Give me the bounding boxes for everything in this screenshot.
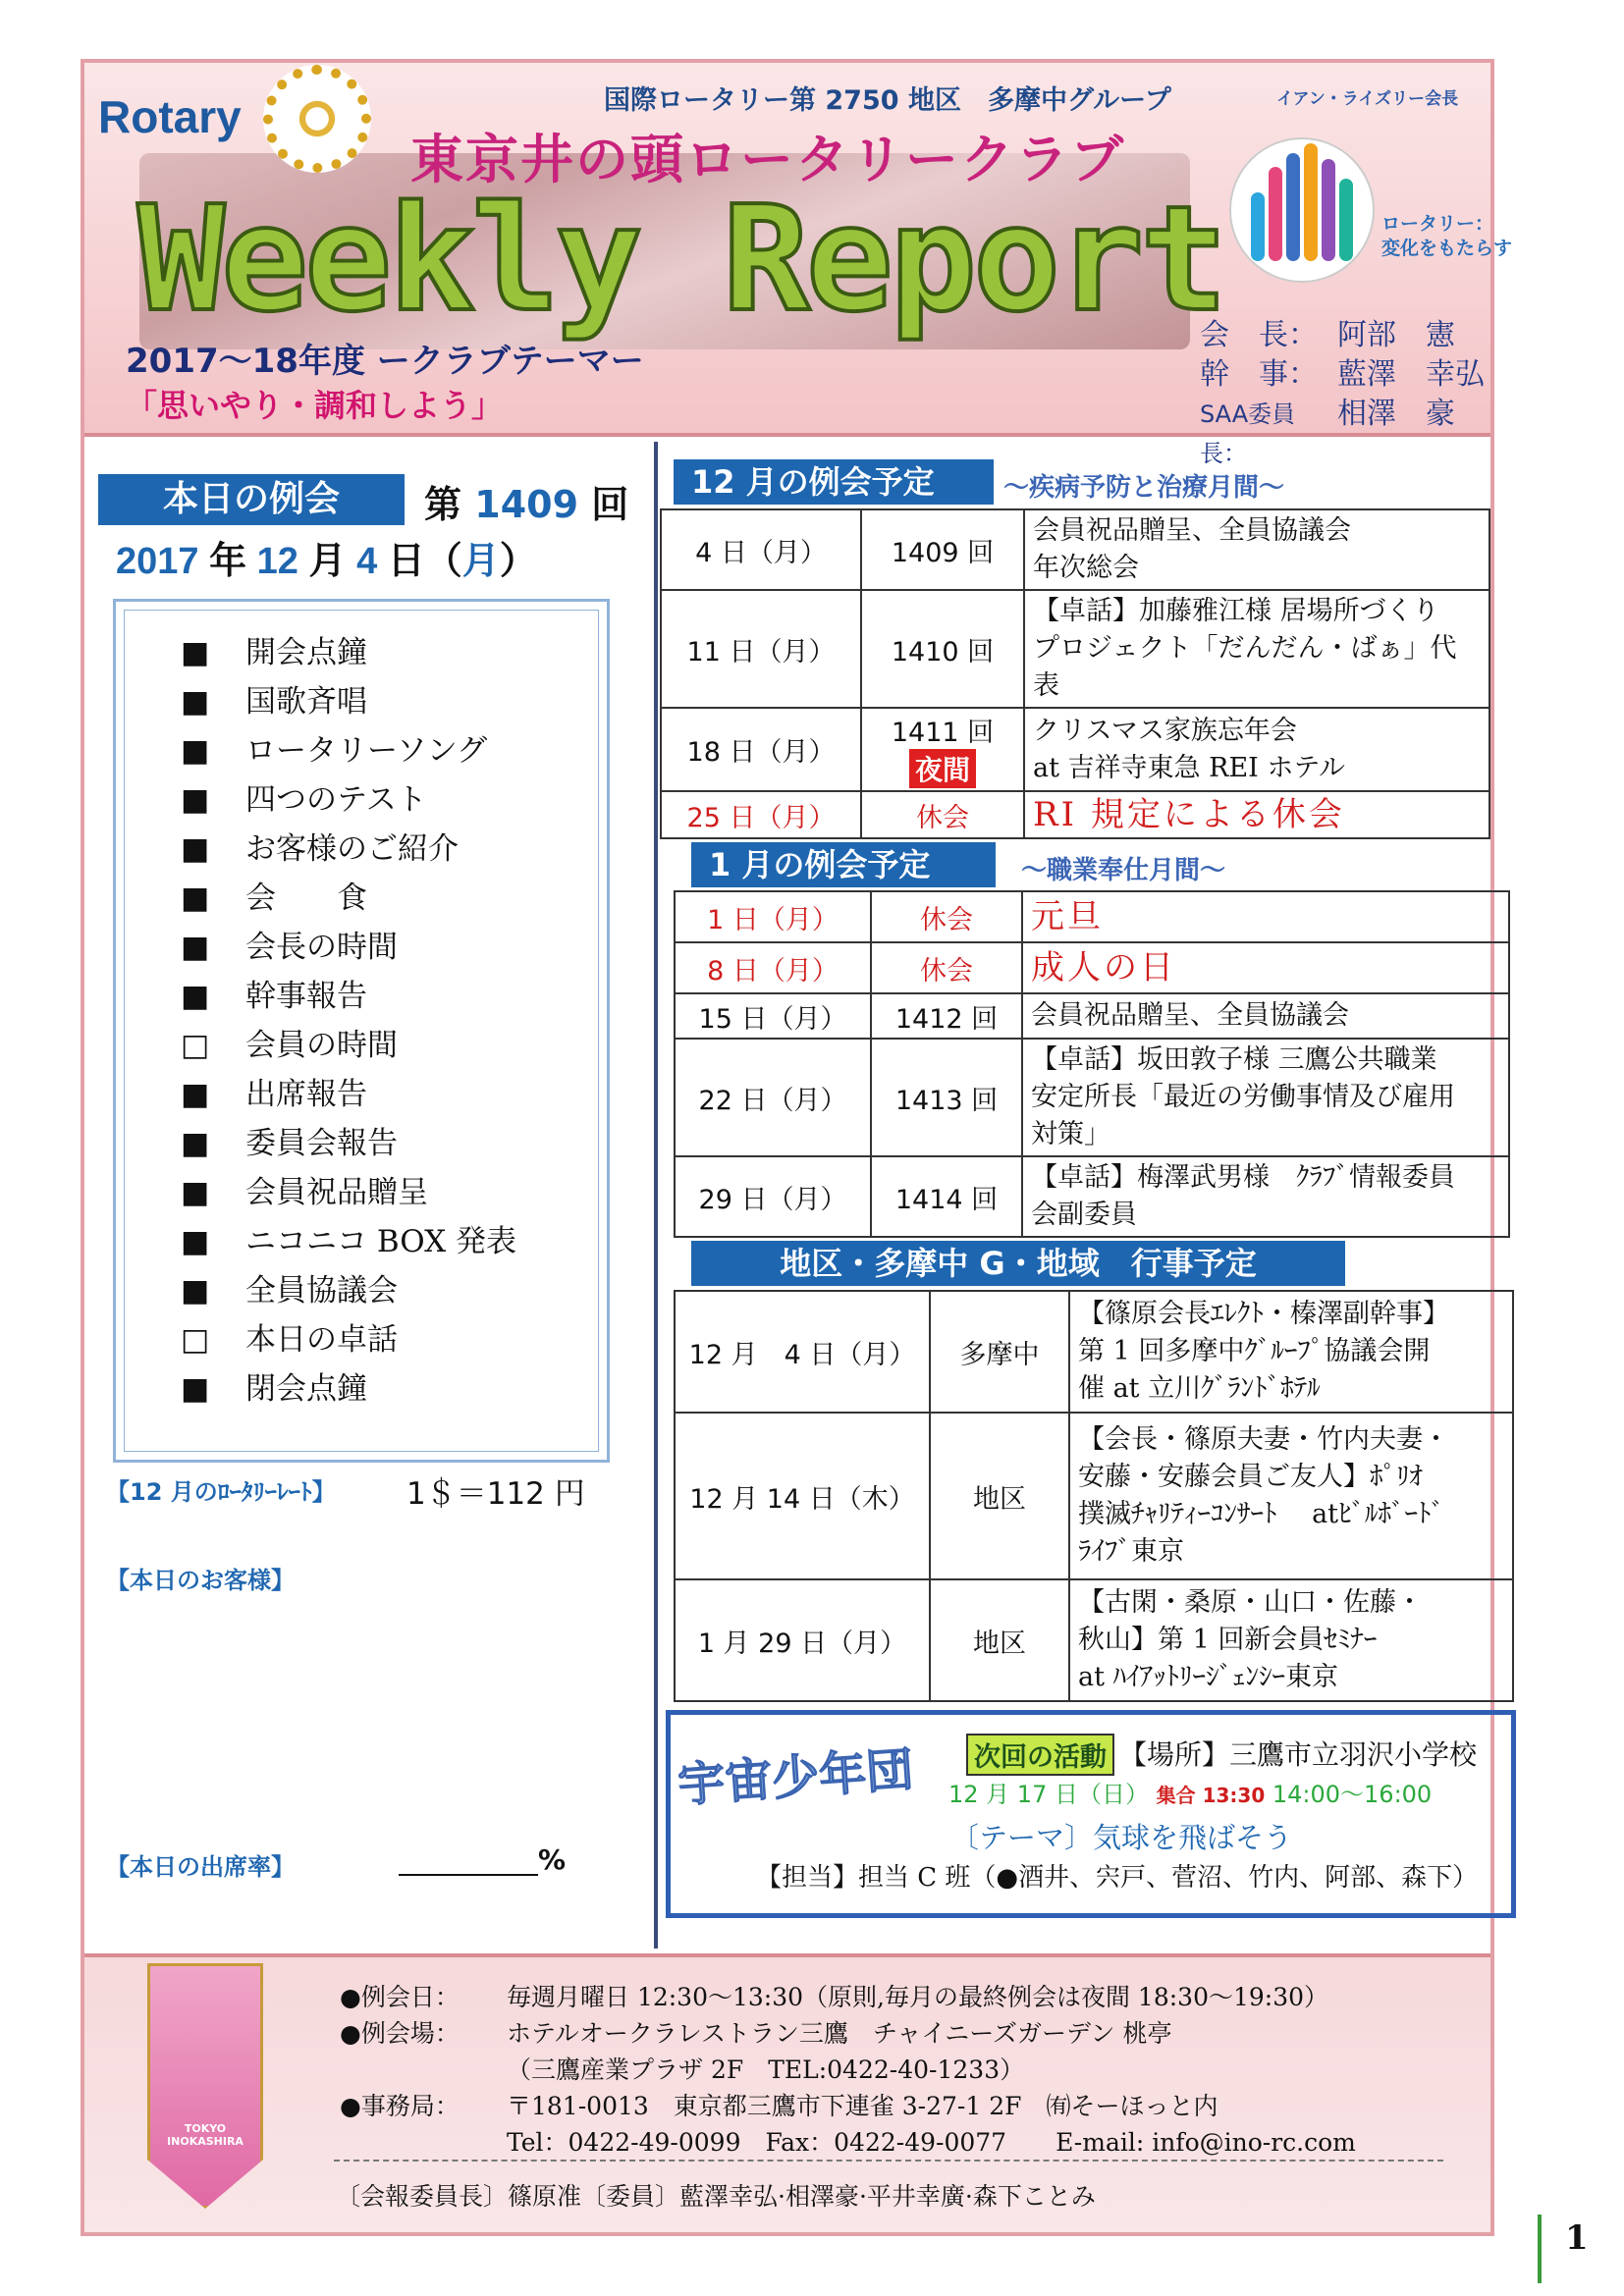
- meeting-number-value: 1409: [474, 483, 579, 526]
- activity-gather: 集合 13:30: [1156, 1784, 1266, 1807]
- schedule-row: [661, 509, 1489, 590]
- date-year: 2017: [116, 541, 199, 582]
- year-theme: 2017〜18年度 ークラブテーマー: [126, 342, 644, 381]
- rotary-wordmark: Rotary: [98, 91, 242, 142]
- club-pennant-icon: [147, 1963, 263, 2209]
- agenda-bullet: ■: [181, 635, 210, 670]
- officer-role: SAA委員長：: [1200, 400, 1296, 467]
- agenda-text: 出席報告: [245, 1077, 367, 1112]
- agenda-bullet: ■: [181, 733, 210, 769]
- agenda-item: [181, 825, 516, 874]
- schedule-number: [930, 1291, 1069, 1413]
- club-info-key: ●事務局：: [340, 2092, 460, 2120]
- schedule-number-value: 休会: [916, 802, 969, 833]
- agenda-item: [181, 1168, 516, 1217]
- schedule-number: [861, 708, 1024, 791]
- schedule-number-value: 地区: [973, 1483, 1026, 1515]
- date-month: 12: [256, 541, 298, 582]
- officer-role: 会 長：: [1200, 318, 1318, 352]
- schedule-description: 【卓話】梅澤武男様 ｸﾗﾌﾞ情報委員 会副委員: [1022, 1156, 1509, 1237]
- schedule-description: 会員祝品贈呈、全員協議会: [1022, 993, 1509, 1039]
- attendance-blank: [399, 1843, 566, 1876]
- today-meeting-label: 本日の例会: [98, 474, 405, 525]
- guests-label: 【本日のお客様】: [106, 1567, 295, 1594]
- officer-name: 相澤 豪: [1337, 397, 1455, 431]
- agenda-item: [181, 1119, 516, 1168]
- schedule-row: [675, 993, 1509, 1039]
- agenda-item: [181, 775, 516, 825]
- district-title: 地区・多摩中 G・地域 行事予定: [691, 1241, 1345, 1286]
- agenda-item: [181, 1217, 516, 1266]
- schedule-date: 25 日（月）: [661, 791, 861, 838]
- agenda-item: [181, 972, 516, 1021]
- schedule-description: 【卓話】加藤雅江様 居場所づくり プロジェクト「だんだん・ばぁ」代表: [1024, 590, 1489, 708]
- attendance-unit: %: [538, 1843, 567, 1876]
- agenda-bullet: ■: [181, 881, 210, 916]
- meeting-date: 2017 年 12 月 4 日（月）: [116, 541, 537, 582]
- agenda-item: [181, 874, 516, 923]
- schedule-date: 12 月 4 日（月）: [675, 1291, 930, 1413]
- agenda-item: [181, 726, 516, 775]
- schedule-row: [675, 1156, 1509, 1237]
- schedule-date: 12 月 14 日（木）: [675, 1413, 930, 1579]
- agenda-text: 四つのテスト: [245, 782, 427, 818]
- schedule-row: [675, 891, 1509, 942]
- editors: 〔会報委員長〕篠原准〔委員〕藍澤幸弘·相澤豪·平井幸廣·森下ことみ: [336, 2182, 1096, 2211]
- pennant-label: TOKYO INOKASHIRA: [167, 2122, 244, 2148]
- schedule-date: 8 日（月）: [675, 942, 871, 993]
- schedule-number-value: 1412 回: [894, 1003, 999, 1035]
- club-info-key: [340, 2052, 507, 2088]
- officer-role: 幹 事：: [1200, 357, 1318, 392]
- agenda-text: 会 食: [245, 881, 367, 916]
- rotary-wheel-icon: [263, 65, 371, 173]
- schedule-number: [871, 1156, 1022, 1237]
- club-motto: 「思いやり・調和しよう」: [126, 387, 504, 424]
- schedule-row: [661, 791, 1489, 838]
- agenda-item: [181, 677, 516, 726]
- schedule-date: 15 日（月）: [675, 993, 871, 1039]
- schedule-date: 22 日（月）: [675, 1039, 871, 1156]
- agenda-item: [181, 1315, 516, 1364]
- club-info-row: [340, 2015, 1356, 2052]
- december-schedule-table: [660, 508, 1490, 839]
- agenda-item: [181, 1266, 516, 1315]
- december-title: 12 月の例会予定: [674, 459, 994, 505]
- night-badge: 夜間: [909, 749, 976, 788]
- activity-theme: 〔テーマ〕気球を飛ばそう: [950, 1821, 1293, 1854]
- schedule-number-value: 1410 回: [891, 636, 995, 667]
- agenda-bullet: ■: [181, 831, 210, 867]
- schedule-description: 成人の日: [1022, 942, 1509, 993]
- agenda-item: [181, 1364, 516, 1414]
- agenda-item: [181, 1021, 516, 1070]
- schedule-number: [871, 993, 1022, 1039]
- schedule-description: 会員祝品贈呈、全員協議会 年次総会: [1024, 509, 1489, 590]
- agenda-text: ロータリーソング: [245, 733, 488, 769]
- schedule-date: 11 日（月）: [661, 590, 861, 708]
- agenda-bullet: ■: [181, 1273, 210, 1308]
- schedule-number-value: 多摩中: [959, 1339, 1040, 1370]
- schedule-number: [861, 590, 1024, 708]
- schedule-number-value: 1409 回: [891, 537, 995, 568]
- agenda-bullet: □: [181, 1322, 210, 1358]
- club-info-value: ホテルオークラレストラン三鷹 チャイニーズガーデン 桃亭: [507, 2019, 1172, 2048]
- schedule-description: 元旦: [1022, 891, 1509, 942]
- agenda-bullet: ■: [181, 1224, 210, 1259]
- agenda-list: [181, 628, 516, 1414]
- meeting-number: [424, 474, 628, 528]
- district-label: 国際ロータリー第 2750 地区 多摩中グループ: [604, 85, 1171, 116]
- agenda-text: 全員協議会: [245, 1273, 398, 1308]
- next-activity-tag: 次回の活動: [966, 1734, 1114, 1776]
- schedule-row: [675, 1291, 1513, 1413]
- schedule-row: [661, 708, 1489, 791]
- club-info: [340, 1979, 1356, 2161]
- schedule-number: [861, 509, 1024, 590]
- schedule-row: [675, 1039, 1509, 1156]
- district-schedule-table: [674, 1290, 1514, 1702]
- attendance-label: 【本日の出席率】: [106, 1853, 295, 1881]
- schedule-number: [930, 1413, 1069, 1579]
- schedule-date: 1 日（月）: [675, 891, 871, 942]
- meeting-number-suffix: 回: [591, 483, 629, 526]
- agenda-bullet: ■: [181, 930, 210, 965]
- schedule-description: 【会長・篠原夫妻・竹内夫妻・ 安藤・安藤会員ご友人】ﾎﾟﾘｵ 撲滅ﾁｬﾘﾃｨｰｺﾝｻｰﾄ atﾋﾞﾙﾎﾞｰﾄﾞ ﾗｲﾌﾞ東京: [1069, 1413, 1513, 1579]
- agenda-text: ニコニコ BOX 発表: [245, 1224, 517, 1259]
- schedule-number-value: 休会: [920, 955, 973, 987]
- club-info-key: [340, 2124, 507, 2161]
- agenda-item: [181, 923, 516, 972]
- rotary-rate-value: 1＄＝112 円: [406, 1476, 585, 1512]
- date-day: 4: [356, 541, 378, 582]
- page-number: 1: [1565, 2218, 1589, 2258]
- agenda-bullet: ■: [181, 979, 210, 1014]
- january-subtitle: 〜職業奉仕月間〜: [1021, 856, 1226, 885]
- ri-president: イアン・ライズリー会長: [1276, 89, 1459, 109]
- agenda-item: [181, 628, 516, 677]
- ri-theme-text: ロータリー： 変化をもたらす: [1381, 213, 1513, 259]
- schedule-description: 【卓話】坂田敦子様 三鷹公共職業 安定所長「最近の労働事情及び雇用 対策」: [1022, 1039, 1509, 1156]
- schedule-number: [871, 891, 1022, 942]
- agenda-text: 会員の時間: [245, 1028, 398, 1063]
- club-info-value: 毎週月曜日 12:30〜13:30（原則,毎月の最終例会は夜間 18:30〜19:30）: [507, 1983, 1329, 2011]
- meeting-number-prefix: 第: [424, 483, 462, 526]
- agenda-bullet: ■: [181, 1371, 210, 1407]
- officers: [1200, 316, 1485, 473]
- club-info-row: [340, 2052, 1356, 2088]
- report-title: Weekly Report: [137, 175, 1224, 344]
- page-bar: [1538, 2215, 1542, 2283]
- column-divider: [654, 442, 658, 1949]
- agenda-text: お客様のご紹介: [245, 831, 459, 867]
- agenda-text: 国歌斉唱: [245, 684, 367, 720]
- officer-name: 阿部 憲: [1337, 318, 1455, 352]
- club-info-row: [340, 1979, 1356, 2015]
- agenda-text: 会長の時間: [245, 930, 398, 965]
- schedule-date: 4 日（月）: [661, 509, 861, 590]
- schedule-number: [930, 1579, 1069, 1701]
- schedule-number: [871, 1039, 1022, 1156]
- club-info-value: Tel：0422-49-0099 Fax：0422-49-0077 E-mail: info@ino-rc.com: [507, 2128, 1356, 2157]
- agenda-bullet: ■: [181, 782, 210, 818]
- divider: [334, 2160, 1443, 2162]
- schedule-date: 18 日（月）: [661, 708, 861, 791]
- schedule-row: [675, 942, 1509, 993]
- activity-place: 【場所】三鷹市立羽沢小学校: [1119, 1738, 1478, 1771]
- schedule-row: [675, 1579, 1513, 1701]
- schedule-date: 29 日（月）: [675, 1156, 871, 1237]
- agenda-text: 幹事報告: [245, 979, 367, 1014]
- agenda-bullet: ■: [181, 1077, 210, 1112]
- officer-name: 藍澤 幸弘: [1337, 357, 1485, 392]
- activity-date: [948, 1775, 1432, 1809]
- schedule-number-value: 1414 回: [894, 1184, 999, 1215]
- club-info-key: ●例会日：: [340, 1983, 460, 2011]
- space-corps-logo: 宇宙少年団: [676, 1741, 915, 1814]
- date-weekday: 月: [461, 541, 500, 582]
- club-info-row: [340, 2124, 1356, 2161]
- agenda-bullet: □: [181, 1028, 210, 1063]
- activity-date-value: 12 月 17 日（日）: [948, 1781, 1149, 1808]
- schedule-description: 【篠原会長ｴﾚｸﾄ・榛澤副幹事】 第 1 回多摩中ｸﾞﾙｰﾌﾟ協議会開 催 at 立川ｸﾞﾗﾝﾄﾞﾎﾃﾙ: [1069, 1291, 1513, 1413]
- ri-theme-logo-icon: [1229, 137, 1375, 283]
- agenda-text: 本日の卓話: [245, 1322, 398, 1358]
- rotary-rate-label: 【12 月のﾛｰﾀﾘｰﾚｰﾄ】: [106, 1478, 336, 1506]
- club-info-value: （三鷹産業プラザ 2F TEL:0422-40-1233）: [507, 2056, 1025, 2084]
- schedule-number-value: 休会: [920, 904, 973, 935]
- schedule-description: RI 規定による休会: [1024, 791, 1489, 838]
- schedule-number: [871, 942, 1022, 993]
- agenda-bullet: ■: [181, 1126, 210, 1161]
- club-info-value: 〒181-0013 東京都三鷹市下連雀 3-27-1 2F ㈲そーほっと内: [507, 2092, 1218, 2120]
- club-info-key: ●例会場：: [340, 2019, 460, 2048]
- club-name: 東京井の頭ロータリークラブ: [410, 129, 1125, 190]
- schedule-row: [675, 1413, 1513, 1579]
- agenda-bullet: ■: [181, 1175, 210, 1210]
- schedule-date: 1 月 29 日（月）: [675, 1579, 930, 1701]
- agenda-text: 委員会報告: [245, 1126, 398, 1161]
- activity-charge: 【担当】担当 C 班（●酒井、宍戸、菅沼、竹内、阿部、森下）: [756, 1863, 1479, 1893]
- schedule-number-value: 1411 回: [891, 718, 995, 748]
- agenda-item: [181, 1070, 516, 1119]
- schedule-number-value: 地区: [973, 1628, 1026, 1659]
- agenda-text: 閉会点鐘: [245, 1371, 367, 1407]
- club-info-row: [340, 2088, 1356, 2124]
- schedule-description: 【古閑・桑原・山口・佐藤・ 秋山】第 1 回新会員ｾﾐﾅｰ at ﾊｲｱｯﾄﾘｰｼﾞｪﾝｼｰ東京: [1069, 1579, 1513, 1701]
- activity-time: 14:00〜16:00: [1272, 1781, 1433, 1808]
- december-subtitle: 〜疾病予防と治療月間〜: [1003, 473, 1285, 503]
- schedule-number: [861, 791, 1024, 838]
- agenda-text: 会員祝品贈呈: [245, 1175, 428, 1210]
- january-schedule-table: [674, 890, 1510, 1238]
- schedule-number-value: 1413 回: [894, 1085, 999, 1116]
- schedule-row: [661, 590, 1489, 708]
- schedule-description: クリスマス家族忘年会 at 吉祥寺東急 REI ホテル: [1024, 708, 1489, 791]
- agenda-text: 開会点鐘: [245, 635, 367, 670]
- agenda-bullet: ■: [181, 684, 210, 720]
- january-title: 1 月の例会予定: [691, 842, 996, 887]
